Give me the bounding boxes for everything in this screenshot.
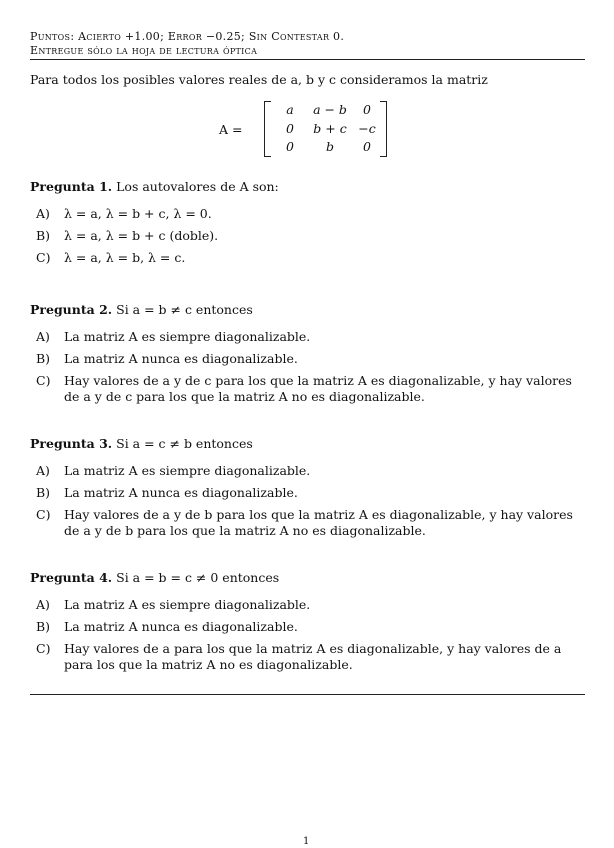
matrix-label: A = (219, 122, 243, 137)
option-text: La matriz A nunca es diagonalizable. (64, 485, 298, 500)
option-label: A) (36, 463, 50, 478)
option-text: Hay valores de a y de b para los que la matriz A es diagonalizable, y hay valores de a y de b para los que la matriz A no es diagonalizable. (64, 507, 573, 538)
matrix-cell: 0 (286, 139, 294, 154)
option-text: Hay valores de a y de c para los que la matriz A es diagonalizable, y hay valores de a y de c para los que la matriz A no es diagonalizable. (64, 373, 572, 404)
exam-page (30, 30, 585, 88)
option-label: C) (36, 507, 51, 522)
intro-text: Para todos los posibles valores reales de a, b y c consideramos la matriz (30, 72, 488, 87)
answer-option[interactable] (30, 250, 590, 266)
matrix-a (192, 101, 392, 159)
question-title: Pregunta 3. (30, 436, 113, 451)
option-label: C) (36, 250, 51, 265)
question-text: Los autovalores de A son: (116, 179, 279, 194)
answer-option[interactable] (30, 463, 590, 479)
option-text: La matriz A es siempre diagonalizable. (64, 329, 311, 344)
matrix-cell: 0 (286, 121, 294, 136)
option-text: λ = a, λ = b, λ = c. (64, 250, 186, 265)
answer-option[interactable] (30, 228, 590, 244)
option-text: λ = a, λ = b + c, λ = 0. (64, 206, 212, 221)
option-label: C) (36, 373, 51, 388)
option-label: B) (36, 351, 51, 366)
option-label: C) (36, 641, 51, 656)
question-text: Si a = b = c ≠ 0 entonces (116, 570, 280, 585)
answer-option[interactable] (30, 351, 590, 367)
option-label: A) (36, 329, 50, 344)
question-title: Pregunta 2. (30, 302, 113, 317)
matrix-cell: 0 (363, 102, 371, 117)
question-text: Si a = c ≠ b entonces (116, 436, 253, 451)
question-2 (30, 302, 590, 405)
matrix-cell: 0 (363, 139, 371, 154)
question-1 (30, 179, 590, 266)
footer-divider (30, 694, 585, 695)
question-title: Pregunta 4. (30, 570, 113, 585)
option-text: La matriz A nunca es diagonalizable. (64, 351, 298, 366)
question-3 (30, 436, 590, 539)
question-title: Pregunta 1. (30, 179, 113, 194)
matrix-cell: b + c (313, 121, 347, 136)
question-4 (30, 570, 590, 673)
option-text: La matriz A es siempre diagonalizable. (64, 597, 311, 612)
answer-option[interactable] (30, 597, 590, 613)
answer-option[interactable] (30, 373, 590, 405)
option-text: Hay valores de a para los que la matriz A es diagonalizable, y hay valores de a para los que la matriz A no es diagonalizable. (64, 641, 562, 672)
option-label: B) (36, 228, 51, 243)
option-text: La matriz A nunca es diagonalizable. (64, 619, 298, 634)
matrix-cell: b (325, 139, 334, 154)
option-label: A) (36, 597, 50, 612)
answer-option[interactable] (30, 206, 590, 222)
option-label: B) (36, 485, 51, 500)
instructions-header: Entregue sólo la hoja de lectura óptica (30, 44, 258, 57)
question-text: Si a = b ≠ c entonces (116, 302, 253, 317)
matrix-cell: a − b (313, 102, 347, 117)
matrix-cell: −c (358, 121, 376, 136)
option-text: λ = a, λ = b + c (doble). (64, 228, 219, 243)
option-label: A) (36, 206, 50, 221)
option-label: B) (36, 619, 51, 634)
answer-option[interactable] (30, 485, 590, 501)
page-number: 1 (303, 836, 310, 847)
answer-option[interactable] (30, 507, 590, 539)
scoring-header: Puntos: Acierto +1.00; Error −0.25; Sin Contestar 0. (30, 30, 345, 43)
answer-option[interactable] (30, 641, 590, 673)
answer-option[interactable] (30, 329, 590, 345)
matrix-cell: a (286, 102, 294, 117)
option-text: La matriz A es siempre diagonalizable. (64, 463, 311, 478)
header-divider (30, 59, 585, 60)
answer-option[interactable] (30, 619, 590, 635)
